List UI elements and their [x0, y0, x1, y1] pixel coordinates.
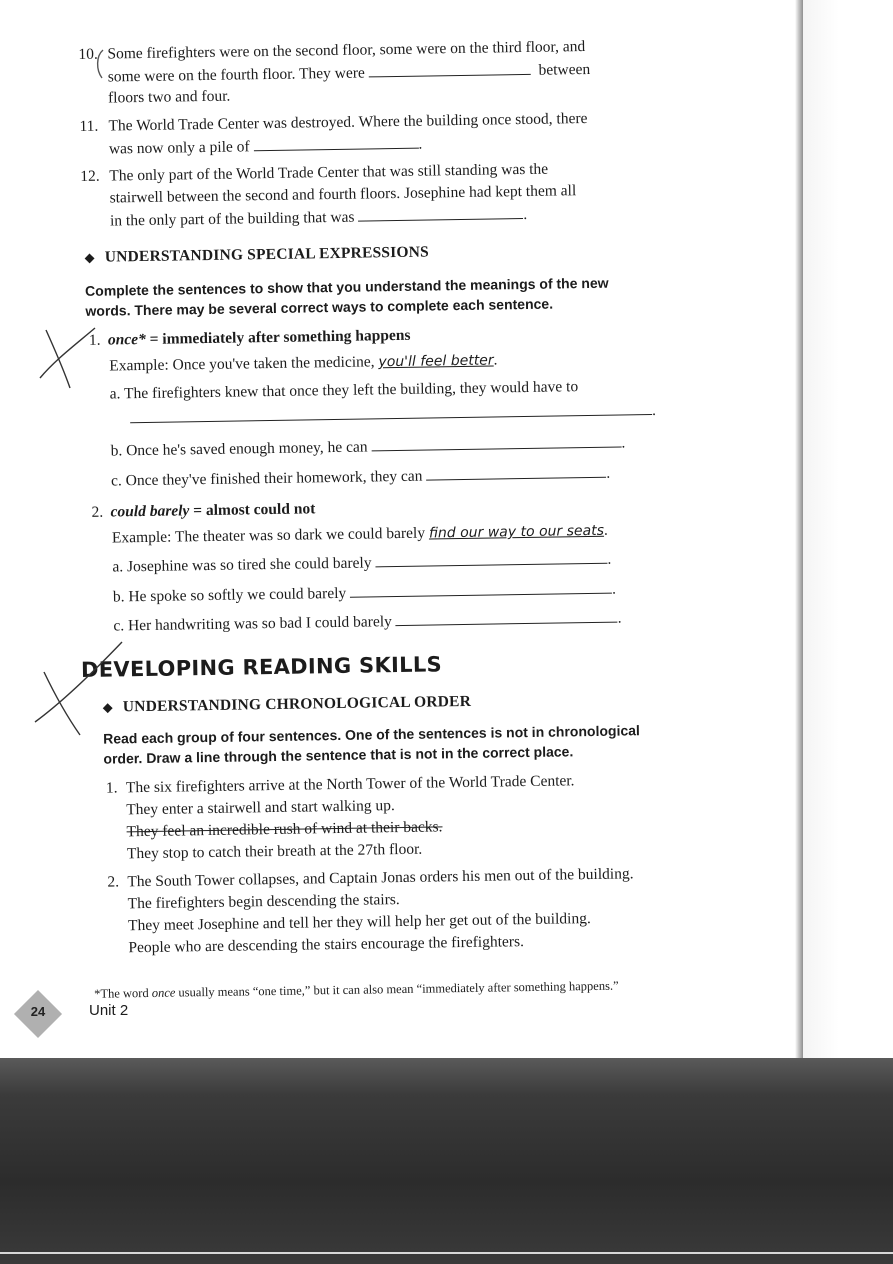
- expression-1a: a. The firefighters knew that once they left the building, they would have to: [109, 378, 579, 403]
- group-1-sentence-4[interactable]: They stop to catch their breath at the 27th floor.: [126, 840, 423, 863]
- item-line: in the only part of the building that was: [109, 208, 355, 230]
- expression-definition: = almost could not: [193, 500, 316, 520]
- sentence-text[interactable]: The South Tower collapses, and Captain Jonas orders his men out of the building.: [127, 865, 634, 891]
- scanner-edge: [0, 1252, 893, 1254]
- period: .: [523, 205, 528, 224]
- item-number: 12.: [80, 167, 100, 185]
- item-number: 2.: [107, 873, 120, 891]
- item-line: The World Trade Center was destroyed. Where the building once stood, there: [108, 109, 588, 135]
- prompt-text: c. Once they've finished their homework, they can: [110, 467, 423, 490]
- item-number: 2.: [91, 503, 104, 521]
- example-answer: find our way to our seats: [428, 522, 605, 542]
- prompt-text: b. He spoke so softly we could barely: [112, 584, 347, 606]
- unit-label: Unit 2: [89, 1002, 129, 1019]
- item-number: 1.: [88, 331, 101, 349]
- group-2-sentence-4[interactable]: People who are descending the stairs encourage the firefighters.: [128, 933, 525, 957]
- pen-x-mark-2: [35, 642, 122, 722]
- expression-term: could barely: [110, 502, 190, 521]
- group-2-sentence-2[interactable]: The firefighters begin descending the stairs.: [127, 891, 400, 913]
- pen-bracket-mark: [98, 50, 103, 78]
- period: .: [617, 609, 622, 627]
- example-answer: you'll feel better: [378, 352, 494, 371]
- item-line: The only part of the World Trade Center that was still standing was the: [109, 160, 549, 185]
- prompt-text: b. Once he's saved enough money, he can: [110, 438, 368, 460]
- expression-definition: = immediately after something happens: [149, 326, 411, 348]
- diamond-bullet-icon: ◆: [102, 699, 113, 715]
- period: .: [603, 521, 608, 539]
- heading-text: UNDERSTANDING SPECIAL EXPRESSIONS: [104, 243, 430, 266]
- period: .: [606, 464, 611, 482]
- period: .: [418, 135, 423, 153]
- scanner-shadow: [0, 1058, 893, 1264]
- instructions-line-2: order. Draw a line through the sentence that is not in the correct place.: [103, 743, 574, 767]
- pen-x-mark-2: [44, 672, 80, 735]
- item-line: floors two and four.: [107, 87, 231, 107]
- item-number: 10.: [78, 45, 98, 63]
- group-2-sentence-3[interactable]: They meet Josephine and tell her they will help her get out of the building.: [127, 910, 591, 935]
- diamond-bullet-icon: ◆: [84, 249, 95, 265]
- example-text: Example: Once you've taken the medicine,: [109, 353, 375, 375]
- footnote-suffix: usually means “one time,” but it can also mean “immediately after something happens.”: [178, 978, 619, 1000]
- item-number: 1.: [105, 779, 118, 797]
- footnote-word: once: [151, 985, 176, 1000]
- period: .: [651, 401, 657, 420]
- prompt-text: c. Her handwriting was so bad I could barely: [113, 613, 392, 635]
- instructions-line-1: Complete the sentences to show that you understand the meanings of the new: [84, 274, 609, 299]
- section-title-reading-skills: DEVELOPING READING SKILLS: [80, 652, 443, 683]
- group-1-sentence-3-crossed-out[interactable]: They feel an incredible rush of wind at their backs.: [126, 818, 443, 841]
- item-number: 11.: [79, 117, 99, 135]
- page-number: 24: [30, 1004, 46, 1019]
- period: .: [493, 351, 498, 369]
- period: .: [607, 550, 612, 568]
- expression-term: once*: [107, 330, 146, 349]
- footnote-prefix: *The word: [94, 985, 149, 1001]
- period: .: [611, 580, 617, 598]
- period: .: [621, 434, 626, 452]
- prompt-text: a. Josephine was so tired she could barely: [112, 554, 372, 576]
- item-line: between: [538, 60, 591, 79]
- item-line: stairwell between the second and fourth floors. Josephine had kept them all: [109, 182, 577, 207]
- heading-text: UNDERSTANDING CHRONOLOGICAL ORDER: [122, 692, 472, 716]
- sentence-text[interactable]: The six firefighters arrive at the North Tower of the World Trade Center.: [125, 772, 575, 797]
- instructions-line-2: words. There may be several correct ways to complete each sentence.: [85, 295, 554, 319]
- item-line: Some firefighters were on the second floor, some were on the third floor, and: [107, 38, 586, 63]
- item-line: was now only a pile of: [108, 138, 250, 158]
- group-1-sentence-2[interactable]: They enter a stairwell and start walking up.: [126, 797, 395, 819]
- item-line: some were on the fourth floor. They were: [107, 64, 365, 86]
- instructions-line-1: Read each group of four sentences. One of the sentences is not in chronological: [103, 722, 640, 747]
- example-text: Example: The theater was so dark we could barely: [111, 524, 426, 547]
